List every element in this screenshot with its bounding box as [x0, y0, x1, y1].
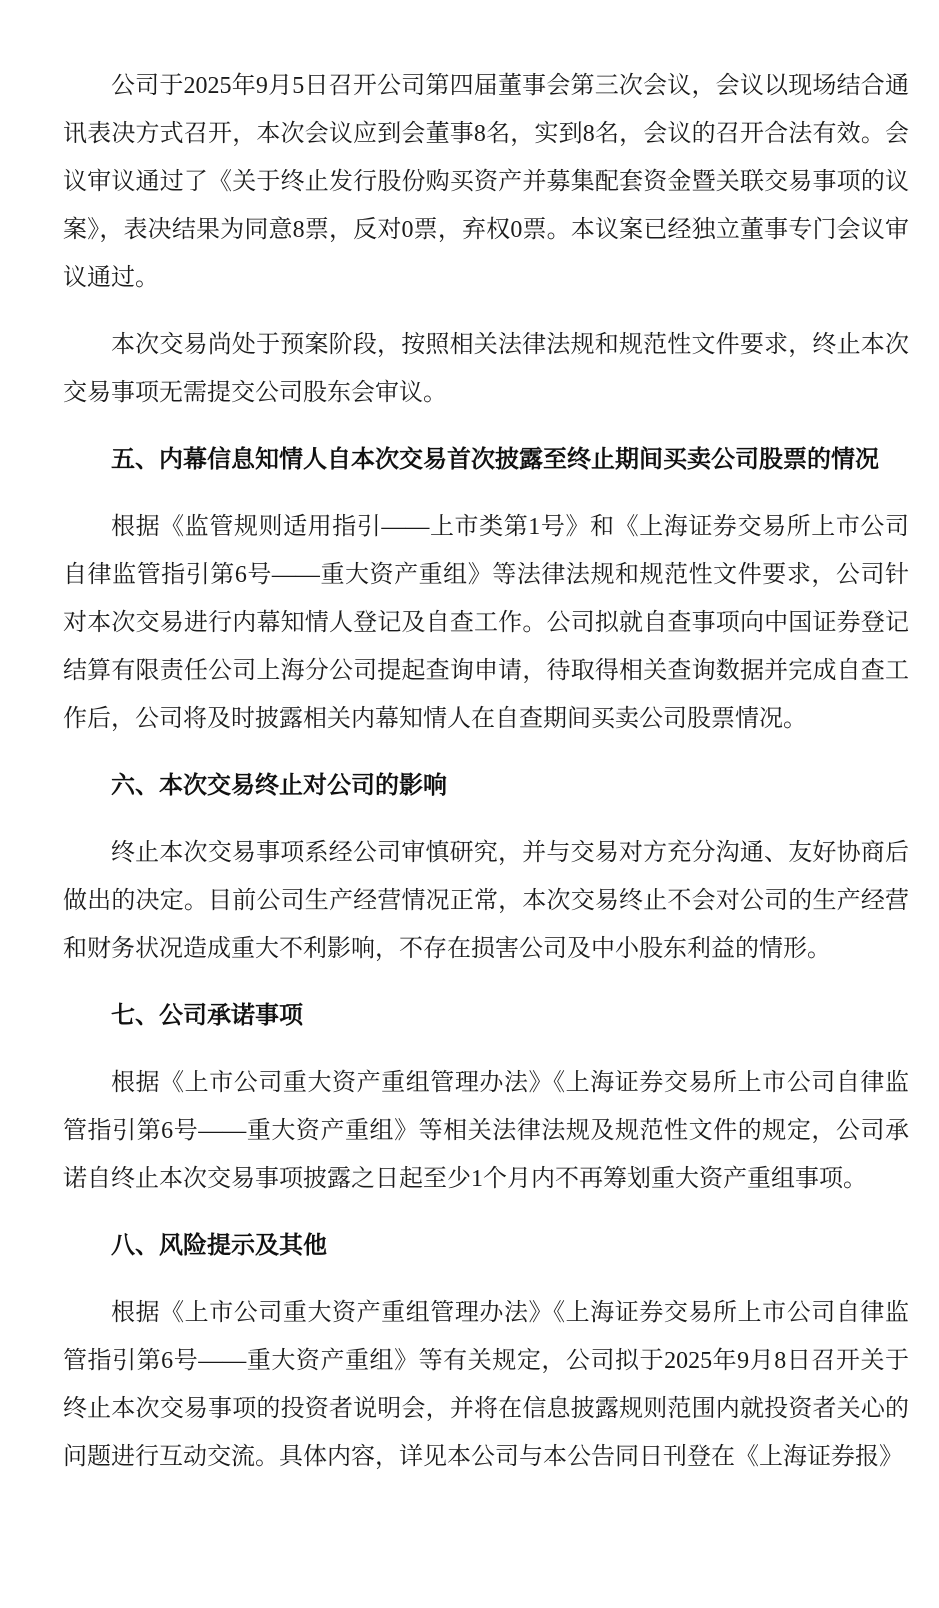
heading-section-7-company-commitments: 七、公司承诺事项 [111, 1002, 303, 1029]
heading-section-8-risk-notice: 八、风险提示及其他 [111, 1232, 327, 1259]
heading-section-6-impact-on-company: 六、本次交易终止对公司的影响 [111, 772, 447, 799]
paragraph-one-month-no-restructuring-commitment: 根据《上市公司重大资产重组管理办法》《上海证券交易所上市公司自律监管指引第6号——重大资产重组》等相关法律法规及规范性文件的规定，公司承诺自终止本次交易事项披露之日起至少1个月内不再筹划重大资产重组事项。 [63, 1070, 909, 1192]
paragraph-no-shareholder-approval-needed: 本次交易尚处于预案阶段，按照相关法律法规和规范性文件要求，终止本次交易事项无需提交公司股东会审议。 [63, 332, 909, 406]
paragraph-termination-impact-statement: 终止本次交易事项系经公司审慎研究，并与交易对方充分沟通、友好协商后做出的决定。目前公司生产经营情况正常，本次交易终止不会对公司的生产经营和财务状况造成重大不利影响，不存在损害公司及中小股东利益的情形。 [63, 840, 909, 962]
paragraph-investor-briefing-notice: 根据《上市公司重大资产重组管理办法》《上海证券交易所上市公司自律监管指引第6号——重大资产重组》等有关规定，公司拟于2025年9月8日召开关于终止本次交易事项的投资者说明会，并将在信息披露规则范围内就投资者关心的问题进行互动交流。具体内容，详见本公司与本公告同日刊登在《上海证券报》 [63, 1300, 909, 1470]
paragraph-insider-registration-inquiry: 根据《监管规则适用指引——上市类第1号》和《上海证券交易所上市公司自律监管指引第6号——重大资产重组》等法律法规和规范性文件要求，公司针对本次交易进行内幕知情人登记及自查工作。公司拟就自查事项向中国证券登记结算有限责任公司上海分公司提起查询申请，待取得相关查询数据并完成自查工作后，公司将及时披露相关内幕知情人在自查期间买卖公司股票情况。 [63, 514, 909, 732]
heading-section-5-insider-trading-disclosure: 五、内幕信息知情人自本次交易首次披露至终止期间买卖公司股票的情况 [111, 446, 879, 473]
paragraph-board-meeting-resolution: 公司于2025年9月5日召开公司第四届董事会第三次会议，会议以现场结合通讯表决方式召开，本次会议应到会董事8名，实到8名，会议的召开合法有效。会议审议通过了《关于终止发行股份购买资产并募集配套资金暨关联交易事项的议案》，表决结果为同意8票，反对0票，弃权0票。本议案已经独立董事专门会议审议通过。 [63, 73, 909, 291]
